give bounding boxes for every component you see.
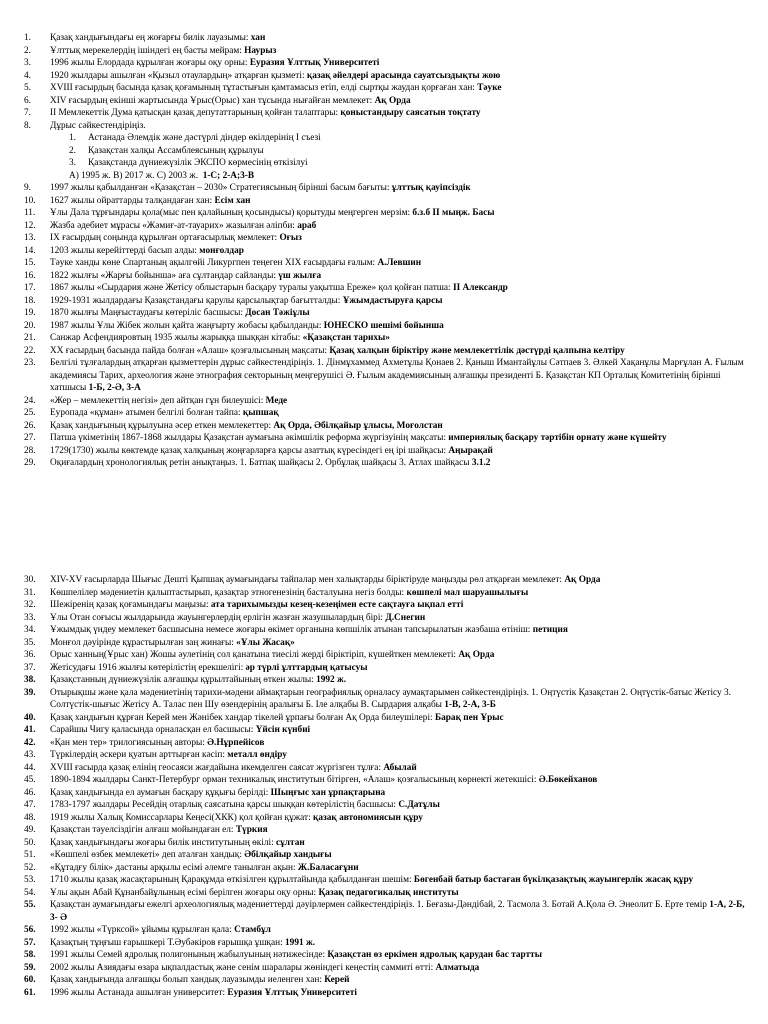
answer-text: көшпелі мал шаруашылығы	[406, 587, 529, 598]
answer-text: әр түрлі ұлттардың қатысуы	[245, 662, 368, 673]
question-number: 21.	[24, 333, 36, 343]
question-text: «Құтадғу білік» дастаны арқылы есімі әлемге танылған ақын:	[50, 862, 296, 873]
answer-text: металл өндіру	[227, 750, 287, 760]
q8-item	[0, 157, 768, 170]
question-number: 48.	[24, 812, 36, 823]
answer-text: империялық басқару тәртібін орнату және күшейту	[448, 433, 667, 443]
question-number: 3.	[24, 58, 31, 68]
question-number: 6.	[24, 95, 31, 106]
question-text: XVIII ғасырда қазақ елінің геосаяси жағдайына икемделген саясат жүргізген тұлға:	[50, 762, 381, 773]
question-number: 16.	[24, 270, 36, 281]
answer-text: Бөгенбай батыр бастаған бүкілқазақтық жауынгерлік жасақ құру	[413, 875, 694, 885]
question-number: 40.	[24, 712, 36, 723]
question-number: 37.	[24, 662, 36, 673]
answer-text: Ә.Нұрпейісов	[207, 737, 265, 748]
question-item	[0, 799, 768, 812]
answer-text: Алматыда	[435, 962, 480, 973]
question-item	[0, 70, 768, 83]
answer-text: Оғыз	[279, 233, 302, 243]
answer-text: II Александр	[452, 283, 508, 293]
question-number: 44.	[24, 762, 36, 773]
answer-text: Еуразия Ұлттық Университеті	[227, 987, 357, 998]
part2-container	[0, 182, 768, 470]
answer-text: Д.Снегин	[385, 612, 426, 623]
question-item	[0, 787, 768, 800]
answer-text: Ә.Бөкейханов	[538, 775, 598, 785]
question-item	[0, 182, 768, 195]
question-number: 14.	[24, 245, 36, 256]
question-text: 1920 жылдары ашылған «Қызыл отаулардың» атқарған қызметі:	[50, 70, 305, 81]
question-item	[0, 282, 768, 295]
answer-text: ата тарихымызды кезең-кезеңімен есте сақтауға ықпал етті	[210, 600, 464, 610]
question-number: 12.	[24, 220, 36, 231]
question-text: 1996 жылы Астанада ашылған университет:	[50, 987, 226, 998]
answer-text: Стамбұл	[234, 925, 271, 935]
question-item	[0, 749, 768, 762]
question-item	[0, 974, 768, 987]
answer-text: Қазақ педагогикалық институты	[318, 887, 459, 898]
question-number: 45.	[24, 775, 36, 785]
question-item	[0, 862, 768, 875]
question-number: 9.	[24, 183, 31, 193]
question-number: 24.	[24, 395, 36, 406]
question-number: 54.	[24, 887, 36, 898]
answer-text: Ақ Орда	[564, 575, 601, 585]
question-number: 28.	[24, 445, 36, 456]
answer-text: Ж.Баласағұни	[297, 862, 359, 873]
question-number: 31.	[24, 587, 36, 598]
question-item	[0, 107, 768, 120]
question-number: 51.	[24, 850, 36, 860]
question-number: 55.	[24, 900, 36, 910]
question-text: 1729(1730) жылы көктемде қазақ халқының жоңғарларға қарсы азаттық күресіндегі ең ірі шайқасы:	[50, 445, 447, 456]
question-text: 1929-1931 жылдардағы Қазақстандағы қарулы қарсылықтар бағытталды:	[50, 295, 341, 306]
question-number: 29.	[24, 458, 36, 468]
question-item	[0, 220, 768, 233]
question-number: 46.	[24, 787, 36, 798]
answer-text: Ақ Орда, Әбілқайыр ұлысы, Моғолстан	[273, 420, 443, 431]
question-text: Ұжымдық үндеу мемлекет басшысына немесе жоғары өкімет органына көпшілік атынан тапсырылатын жазбаша өтініш:	[50, 625, 531, 635]
answer-text: 1-В, 2-А, 3-Б	[444, 700, 496, 710]
question-item	[0, 232, 768, 245]
question-text: 1203 жылы керейіттерді басып алды:	[50, 245, 197, 256]
question-text: «Қан мен тер» трилогиясының авторы:	[50, 737, 205, 748]
question-item	[0, 662, 768, 675]
question-item	[0, 195, 768, 208]
question-item	[0, 207, 768, 220]
question-item	[0, 824, 768, 837]
question-item	[0, 774, 768, 787]
question-item	[0, 45, 768, 58]
question-text: 1870 жылғы Маңғыстаудағы көтеріліс басшысы:	[50, 308, 243, 318]
q8-options-text: А) 1995 ж. В) 2017 ж. С) 2003 ж.	[69, 170, 199, 181]
question-text: 1783-1797 жылдары Ресейдің отарлық саясатына қарсы шыққан көтерілістің басшысы:	[50, 800, 397, 810]
question-number: 23.	[24, 358, 36, 368]
answer-text: хан	[250, 33, 266, 43]
part3-container	[0, 574, 768, 999]
question-item	[0, 924, 768, 937]
answer-text: Әбілқайыр хандығы	[244, 850, 332, 860]
question-text: Орыс ханның(Ұрыс хан) Жошы әулетінің сол қанатына тиесілі жерді біріктіріп, күшейткен мемлекеті:	[50, 650, 456, 660]
question-item	[0, 762, 768, 775]
question-item	[0, 257, 768, 270]
answer-text: Қазақстан өз еркімен ядролық қарудан бас тартты	[327, 950, 542, 960]
question-text: Отырықшы және қала мәдениетінің тарихи-мәдени аймақтарын географиялық орналасу аумақтарымен сәйкестендіріңіз. 1. Оңтүстік Қазақстан 2. Оңтүстік-батыс Жетісу 3. Солтүстік-шығыс Жетісу А. Талас пен Шу өзендерінің аралығы Б. Іле алқабы В. Сырдария алқабы	[50, 687, 731, 710]
question-number: 33.	[24, 612, 36, 623]
question-item	[0, 674, 768, 687]
question-item	[0, 332, 768, 345]
answer-text: ұлттық қауіпсіздік	[391, 183, 471, 193]
question-item	[0, 574, 768, 587]
question-number: 13.	[24, 233, 36, 243]
question-text: IX ғасырдың соңында құрылған ортағасырлық мемлекет:	[50, 233, 278, 243]
answer-text: Аңырақай	[448, 445, 493, 456]
question-number: 1.	[24, 33, 31, 43]
question-number: 4.	[24, 70, 31, 81]
question-number: 47.	[24, 800, 36, 810]
question-number: 11.	[24, 208, 36, 218]
question-item	[0, 724, 768, 737]
question-text: II Мемлекеттік Дума қатысқан қазақ депутаттарының қойған талаптары:	[50, 108, 339, 118]
answer-text: 1-А, 2-Б, 3- Ә	[50, 900, 745, 923]
question-item	[0, 95, 768, 108]
question-item	[0, 812, 768, 825]
answer-text: Барақ пен Ұрыс	[434, 712, 504, 723]
answer-text: Қазақ халқын біріктіру және мемлекеттілік дәстүрді қалпына келтіру	[329, 345, 625, 356]
question-text: Ұлы ақын Абай Құнанбайұлының есімі берілген жоғары оқу орны:	[50, 887, 317, 898]
question-text: Қазақтың тұңғыш ғарышкері Т.Әубәкіров ғарышқа ұшқан:	[50, 937, 283, 948]
question-number: 53.	[24, 875, 36, 885]
question-item	[0, 270, 768, 283]
question-item	[0, 457, 768, 470]
question-item	[0, 345, 768, 358]
question-item	[0, 649, 768, 662]
question-number: 59.	[24, 962, 36, 973]
q8-item-text: Қазақстанда дүниежүзілік ЭКСПО көрмесінің өткізілуі	[88, 158, 308, 168]
answer-text: Ақ Орда	[374, 95, 411, 106]
answer-text: қыпшақ	[242, 408, 279, 418]
question-text: XX ғасырдың басында пайда болған «Алаш» қозғалысының мақсаты:	[50, 345, 328, 356]
question-number: 10.	[24, 195, 36, 206]
question-item	[0, 849, 768, 862]
question-number: 43.	[24, 750, 36, 760]
answer-text: Шыңғыс хан ұрпақтарына	[270, 787, 386, 798]
question-text: Қазақ хандығында алғашқы болып хандық лауазымды иеленген хан:	[50, 975, 322, 985]
question-number: 17.	[24, 283, 36, 293]
q8-item-text: Қазақстан халқы Ассамблеясының құрылуы	[88, 145, 264, 156]
answer-text: 1992 ж.	[316, 675, 347, 685]
question-number: 18.	[24, 295, 36, 306]
question-number: 25.	[24, 408, 36, 418]
question-item	[0, 837, 768, 850]
question-text: Тәуке ханды көне Спартаның ақылгөйі Ликургпен теңеген XIX ғасырдағы ғалым:	[50, 258, 376, 268]
question-item	[0, 874, 768, 887]
question-text: Қазақстан тәуелсіздігін алғаш мойындаған ел:	[50, 825, 234, 835]
question-text: 1627 жылы ойраттарды талқандаған хан:	[50, 195, 213, 206]
question-item	[0, 962, 768, 975]
q8-item	[0, 132, 768, 145]
answer-text: үш жылға	[278, 270, 322, 281]
question-item	[0, 949, 768, 962]
question-item	[0, 420, 768, 433]
answer-text: сұлтан	[276, 837, 305, 848]
question-text: Жетісудағы 1916 жылғы көтерілістің ерекшелігі:	[50, 662, 244, 673]
question-number: 27.	[24, 433, 36, 443]
question-text: 1867 жылы «Сырдария және Жетісу облыстарын басқару туралы уақытша Ереже» қол қойған патша:	[50, 283, 451, 293]
question-item	[0, 587, 768, 600]
question-number: 41.	[24, 725, 36, 735]
question-text: Ұлы Отан соғысы жылдарында жауынгерлердің ерлігін жазған жазушылардың бірі:	[50, 612, 383, 623]
answer-text: ЮНЕСКО шешімі бойынша	[323, 320, 444, 331]
answer-text: А.Левшин	[377, 258, 422, 268]
question-list-part2	[0, 574, 768, 999]
q8-item-number: 3.	[69, 158, 76, 168]
question-number: 34.	[24, 625, 36, 635]
answer-text: монғолдар	[199, 245, 244, 256]
answer-text: 1991 ж.	[285, 937, 316, 948]
answer-text: 3.1.2	[471, 458, 491, 468]
question-text: XIV ғасырдың екінші жартысында Ұрыс(Орыс) хан тұсында нығайған мемлекет:	[50, 95, 373, 106]
question-number: 19.	[24, 308, 36, 318]
question-text: 1991 жылы Семей ядролық полигонының жабылуының нәтижесінде:	[50, 950, 326, 960]
question-number: 30.	[24, 575, 36, 585]
question-item	[0, 320, 768, 333]
question-number: 56.	[24, 925, 36, 935]
question-number: 22.	[24, 345, 36, 356]
question-item	[0, 599, 768, 612]
question-text: Оқиғалардың хронологиялық ретін анықтаңыз. 1. Батпақ шайқасы 2. Орбұлақ шайқасы 3. Атлах шайқасы	[50, 458, 470, 468]
question-item	[0, 612, 768, 625]
question-text: Дұрыс сәйкестендіріңіз.	[50, 120, 146, 131]
question-number: 38.	[24, 675, 36, 685]
question-text: Қазақ хандығын құрған Керей мен Жәнібек хандар тікелей ұрпағы болған Ақ Орда билеушілері:	[50, 712, 433, 723]
question-text: Қазақ хандығының құрылуына әсер еткен мемлекеттер:	[50, 420, 272, 431]
answer-text: Досан Тәжіұлы	[245, 308, 310, 318]
question-number: 36.	[24, 650, 36, 660]
question-number: 2.	[24, 45, 31, 56]
question-item	[0, 307, 768, 320]
q8-item-number: 1.	[69, 133, 76, 143]
question-text: Қазақ хандығындағы жоғары билік институтының өкілі:	[50, 837, 274, 848]
question-item	[0, 120, 768, 133]
answer-text: қазақ автономиясын құру	[313, 812, 423, 823]
question-text: Қазақ хандығындағы ең жоғарғы билік лауазымы:	[50, 33, 249, 43]
answer-text: Ұжымдастыруға қарсы	[342, 295, 443, 306]
answer-text: «Қазақстан тарихы»	[302, 333, 390, 343]
answer-text: қоныстандыру саясатын тоқтату	[340, 108, 481, 118]
question-item	[0, 687, 768, 712]
question-item	[0, 899, 768, 924]
question-text: Шежіренің қазақ қоғамындағы маңызы:	[50, 600, 209, 610]
question-text: 1710 жылы қазақ жасақтарының Қарақұмда өткізілген құрылтайында қабылданған шешім:	[50, 875, 412, 885]
question-item	[0, 57, 768, 70]
question-item	[0, 445, 768, 458]
q8-item-text: Астанада Әлемдік және дәстүрлі діндер өкілдерінің I съезі	[88, 133, 321, 143]
answer-text: «Ұлы Жасақ»	[236, 637, 295, 648]
question-text: Еуропада «құман» атымен белгілі болған тайпа:	[50, 408, 241, 418]
question-item	[0, 624, 768, 637]
question-item	[0, 432, 768, 445]
question-text: Қазақ хандығында ел аумағын басқару құқығы берілді:	[50, 787, 269, 798]
question-item	[0, 637, 768, 650]
question-list-part1	[0, 32, 768, 470]
question-number: 26.	[24, 420, 36, 431]
q8-answer: 1-С; 2-А;3-В	[202, 170, 255, 181]
question-text: Монғол дәуірінде құрастырылған заң жинағы:	[50, 637, 234, 648]
question-item	[0, 987, 768, 1000]
question-text: 2002 жылы Азиядағы өзара ықпалдастық және сенім шаралары жөніндегі кеңестің саммиті өтті:	[50, 962, 434, 973]
question-text: Түркілердің әскери қуатын арттырған кәсіп:	[50, 750, 225, 760]
answer-text: Наурыз	[244, 45, 277, 56]
question-text: 1919 жылы Халық Комиссарлары Кеңесі(ХКК) қол қойған құжат:	[50, 812, 311, 823]
question-item	[0, 712, 768, 725]
question-number: 57.	[24, 937, 36, 948]
question-item	[0, 407, 768, 420]
answer-text: Меде	[265, 395, 288, 406]
question-item	[0, 357, 768, 395]
question-item	[0, 395, 768, 408]
question-text: Қазақстан аумағындағы ежелгі археологиялық мәдениеттерді дәуірлермен сәйкестендіріңіз. 1. Беғазы-Дәндібай, 2. Тасмола 3. Ботай А.Қола Ә. Энеолит Б. Ерте темір	[50, 900, 707, 910]
question-number: 60.	[24, 975, 36, 985]
question-text: Сарайшы Чигу қаласында орналасқан ел басшысы:	[50, 725, 254, 735]
question-number: 20.	[24, 320, 36, 331]
question-number: 5.	[24, 83, 31, 93]
question-text: 1997 жылы қабылданған «Қазақстан – 2030» Стратегиясының бірінші басым бағыты:	[50, 183, 390, 193]
question-text: Патша үкіметінің 1867-1868 жылдары Қазақстан аумағына әкімшілік реформа жүргізуінің мақсаты:	[50, 433, 446, 443]
question-text: 1996 жылы Елордада құрылған жоғары оқу орны:	[50, 58, 248, 68]
answer-text: Еуразия Ұлттық Университеті	[249, 58, 380, 68]
question-item	[0, 887, 768, 900]
answer-text: Есім хан	[214, 195, 251, 206]
question-text: Көшпелілер мәдениетін қалыптастырып, қазақтар этногенезінің басталуына негіз болды:	[50, 587, 405, 598]
question-number: 8.	[24, 120, 31, 131]
answer-text: Абылай	[383, 762, 417, 773]
question-number: 49.	[24, 825, 36, 835]
question-number: 58.	[24, 950, 36, 960]
question-text: Санжар Асфендияровтың 1935 жылы жарыққа шыққан кітабы:	[50, 333, 301, 343]
q8-item-number: 2.	[69, 145, 76, 156]
q8-item	[0, 145, 768, 158]
question-number: 52.	[24, 862, 36, 873]
question-text: Белгілі тұлғалардың атқарған қызметтерін дұрыс сәйкестендіріңіз. 1. Дінмұхаммед Ахметұлы Қонаев 2. Қаныш Имантайұлы Сәтпаев 3. Әлкей Хақанұлы Марғұлан А. Ғылым академиясы Тарих, археология және этнография секторының меңгерушісі Ә. Ғылым академиясының алғашқы президенті Б. Қазақстан КП Орталық Комитетінің бірінші хатшысы	[50, 358, 744, 393]
question-text: Жазба әдебиет мұрасы «Жәмиғ-ат-тауарих» жазылған әліпби:	[50, 220, 295, 231]
question-text: Қазақстанның дүниежүзілік алғашқы құрылтайының өткен жылы:	[50, 675, 314, 685]
question-item	[0, 937, 768, 950]
answer-text: Үйсін күнбиі	[255, 725, 311, 735]
answer-text: б.з.б II мыңж. Басы	[412, 208, 495, 218]
question-number: 7.	[24, 108, 31, 118]
question-number: 39.	[24, 687, 36, 698]
question-text: «Көшпелі өзбек мемлекеті» деп аталған хандық:	[50, 850, 242, 860]
part1-container	[0, 32, 768, 132]
question-text: Ұлттық мерекелердің ішіндегі ең басты мейрам:	[50, 45, 242, 56]
question-text: 1987 жылы Ұлы Жібек жолын қайта жаңғырту жобасы қабылданды:	[50, 320, 322, 331]
question-item	[0, 737, 768, 750]
question-number: 35.	[24, 637, 36, 648]
question-number: 61.	[24, 987, 36, 998]
question-text: 1890-1894 жылдары Санкт-Петербург орман техникалық институтын бітірген, «Алаш» қозғалысының көрнекті жетекшісі:	[50, 775, 537, 785]
answer-text: Тәуке	[477, 83, 502, 93]
question-number: 15.	[24, 258, 36, 268]
answer-text: 1-Б, 2-Ә, 3-А	[88, 383, 141, 393]
question-text: «Жер – мемлекеттің негізі» деп айтқан гұн билеушісі:	[50, 395, 264, 406]
answer-text: қазақ әйелдері арасында сауатсыздықты жою	[306, 70, 501, 81]
question-text: XVIII ғасырдың басында қазақ қоғамының тұтастығын қамтамасыз етіп, елді сыртқы жаудан қорғаған хан:	[50, 83, 475, 93]
question-item	[0, 245, 768, 258]
q8-options	[0, 170, 768, 183]
answer-text: петиция	[532, 625, 568, 635]
question-text: Ұлы Дала тұрғындары қола(мыс пен қалайының қосындысы) қорытуды меңгерген мерзім:	[50, 208, 411, 218]
question-item	[0, 82, 768, 95]
answer-text: араб	[297, 220, 317, 231]
question-item	[0, 295, 768, 308]
question-number: 50.	[24, 837, 36, 848]
answer-text: Керей	[324, 975, 350, 985]
question-text: 1822 жылғы «Жарғы бойынша» аға сұлтандар сайланды:	[50, 270, 276, 281]
answer-text: Ақ Орда	[458, 650, 495, 660]
question-item	[0, 32, 768, 45]
question-number: 42.	[24, 737, 36, 748]
answer-text: Түркия	[235, 825, 268, 835]
answer-text: С.Датұлы	[398, 800, 440, 810]
question-text: 1992 жылы «Түрксой» ұйымы құрылған қала:	[50, 925, 232, 935]
question-text: XIV-XV ғасырларда Шығыс Дешті Қыпшақ аумағындағы тайпалар мен халықтарды біріктіруде маңызды рөл атқарған мемлекет:	[50, 575, 563, 585]
question-number: 32.	[24, 600, 36, 610]
